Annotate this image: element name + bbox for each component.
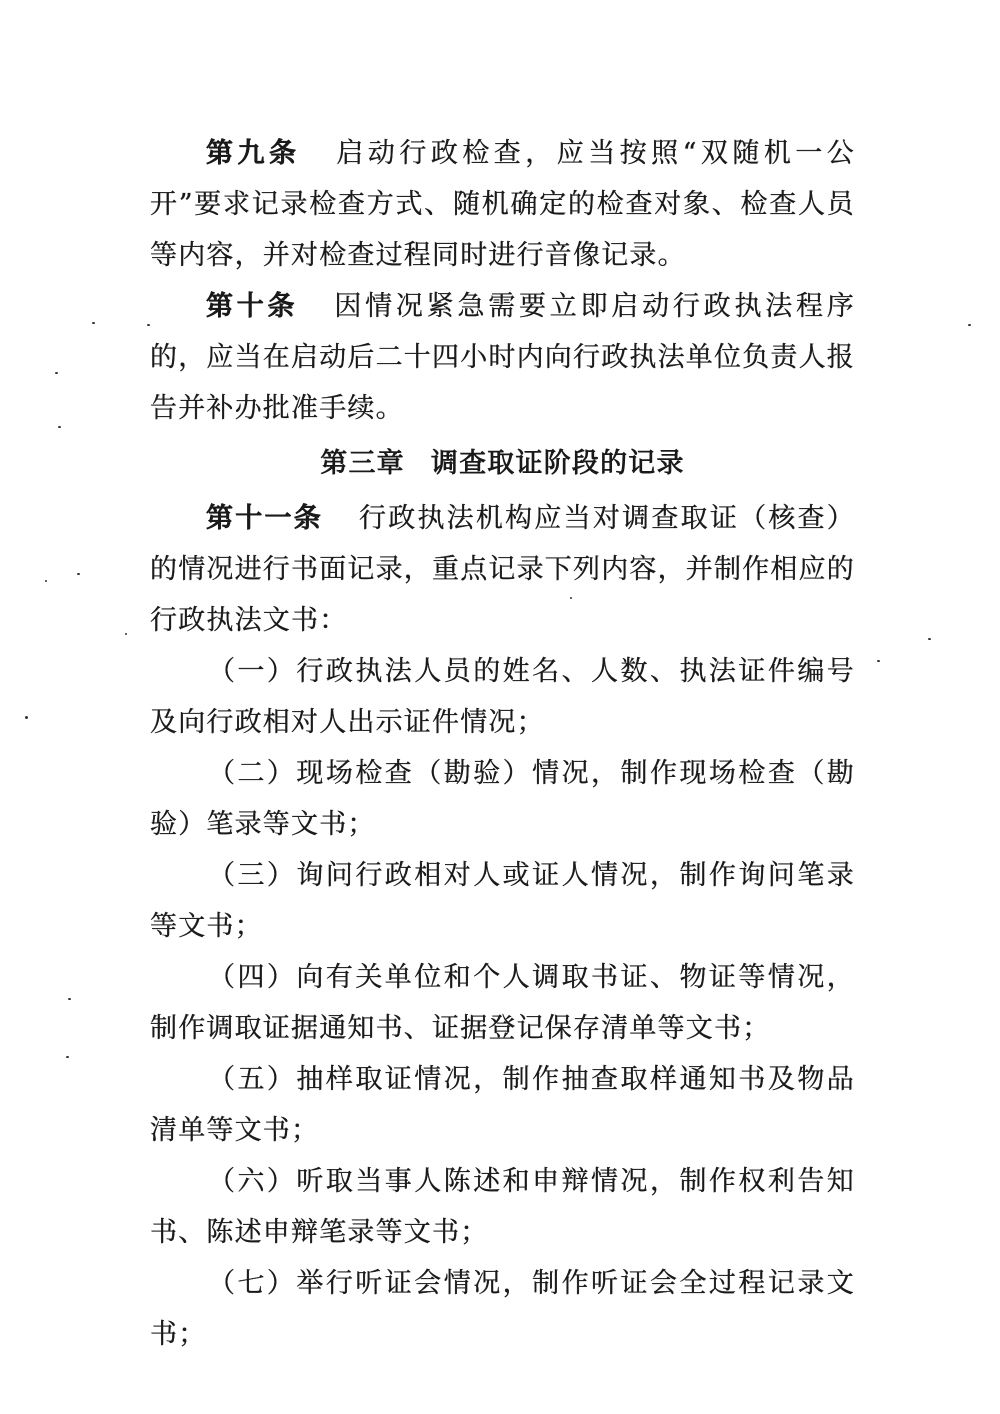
- list-item-6: （六）听取当事人陈述和申辩情况，制作权利告知书、陈述申辩笔录等文书；: [150, 1166, 855, 1248]
- scan-speck: [877, 660, 880, 662]
- article-9: [150, 128, 855, 281]
- document-page: [150, 128, 855, 1360]
- scan-speck: [125, 633, 127, 635]
- scan-speck: [92, 322, 95, 324]
- article-10-text: 因情况紧急需要立即启动行政执法程序的，应当在启动后二十四小时内向行政执法单位负责人报告并补办批准手续。: [150, 291, 855, 424]
- article-11-label: 第十一条: [206, 503, 323, 534]
- scan-speck: [77, 573, 80, 575]
- article-10: [150, 281, 855, 434]
- scan-speck: [45, 580, 47, 582]
- scan-speck: [968, 324, 971, 326]
- article-10-label: 第十条: [206, 291, 299, 322]
- list-item-5: （五）抽样取证情况，制作抽查取样通知书及物品清单等文书；: [150, 1064, 855, 1146]
- list-item-2: （二）现场检查（勘验）情况，制作现场检查（勘验）笔录等文书；: [150, 758, 855, 840]
- scan-speck: [570, 597, 572, 599]
- scan-speck: [25, 716, 28, 719]
- scan-speck: [55, 372, 58, 374]
- chapter-title: 调查取证阶段的记录: [430, 448, 685, 479]
- list-item-1: （一）行政执法人员的姓名、人数、执法证件编号及向行政相对人出示证件情况；: [150, 656, 855, 738]
- chapter-heading: [150, 438, 855, 489]
- article-9-text: 启动行政检查，应当按照“双随机一公开”要求记录检查方式、随机确定的检查对象、检查人员等内容，并对检查过程同时进行音像记录。: [150, 138, 855, 271]
- scan-speck: [68, 998, 71, 1000]
- article-11-text: 行政执法机构应当对调查取证（核查）的情况进行书面记录，重点记录下列内容，并制作相应的行政执法文书：: [150, 503, 855, 636]
- list-item-4: （四）向有关单位和个人调取书证、物证等情况，制作调取证据通知书、证据登记保存清单等文书；: [150, 962, 855, 1044]
- scan-speck: [928, 638, 931, 640]
- article-9-label: 第九条: [206, 138, 301, 169]
- chapter-number: 第三章: [320, 448, 405, 479]
- scan-speck: [58, 426, 61, 428]
- list-item-3: （三）询问行政相对人或证人情况，制作询问笔录等文书；: [150, 860, 855, 942]
- scan-speck: [147, 324, 150, 326]
- scan-speck: [66, 1056, 69, 1058]
- list-item-7: （七）举行听证会情况，制作听证会全过程记录文书；: [150, 1268, 855, 1350]
- article-11: [150, 493, 855, 646]
